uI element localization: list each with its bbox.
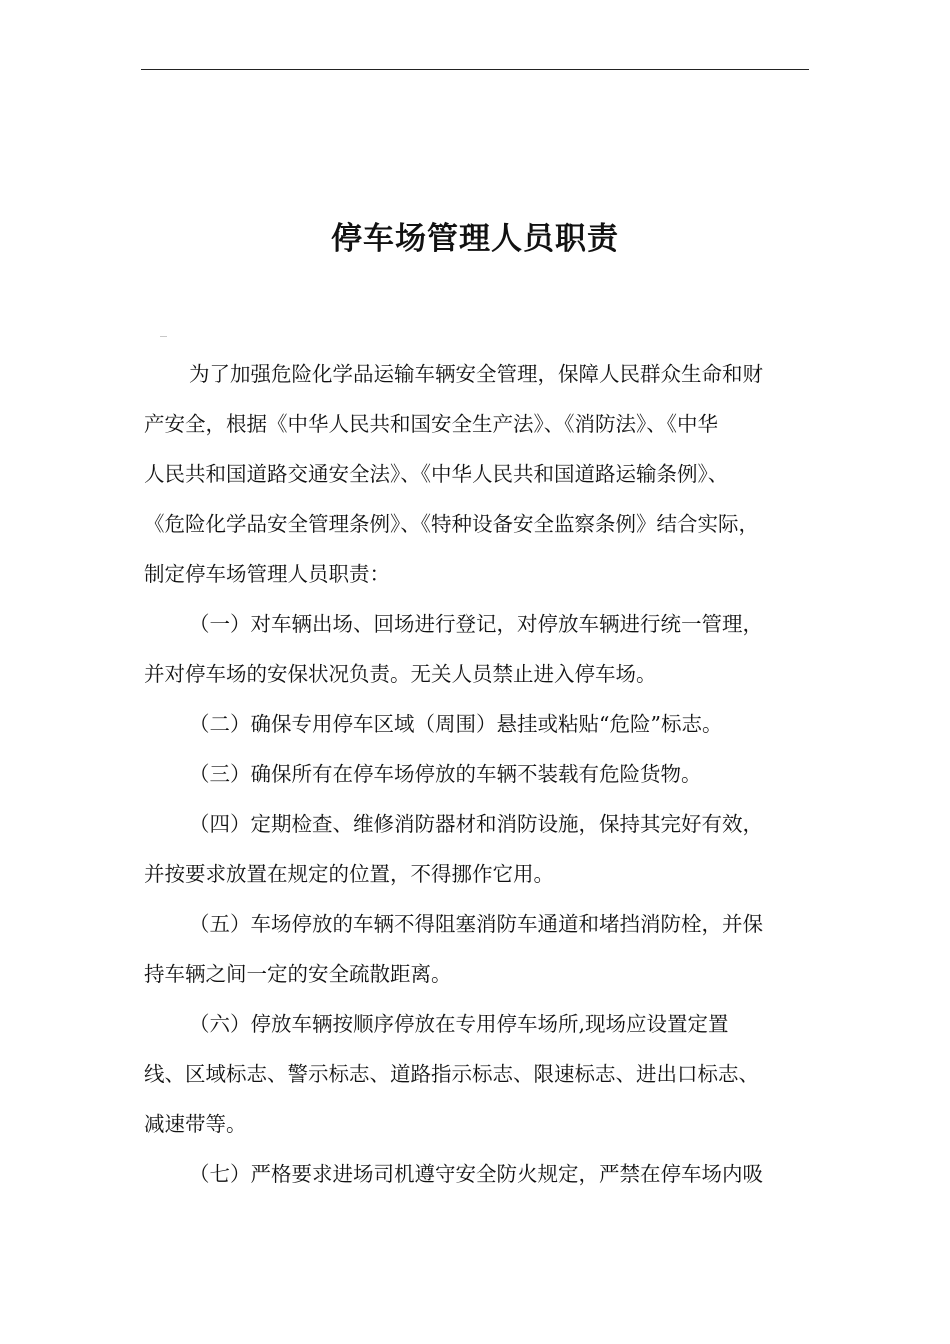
paragraph-item-6 bbox=[144, 999, 816, 1149]
paragraph-item-3 bbox=[144, 749, 816, 799]
text-line: （一）对车辆出场、回场进行登记，对停放车辆进行统一管理， bbox=[189, 612, 763, 636]
text-line: （六）停放车辆按顺序停放在专用停车场所,现场应设置定置 bbox=[189, 1012, 729, 1036]
text-line: 并对停车场的安保状况负责。无关人员禁止进入停车场。 bbox=[144, 662, 657, 686]
text-line: 为了加强危险化学品运输车辆安全管理，保障人民群众生命和财 bbox=[189, 362, 763, 386]
text-line: （二）确保专用停车区域（周围）悬挂或粘贴“危险”标志。 bbox=[189, 712, 723, 736]
document-title: 停车场管理人员职责 bbox=[331, 221, 619, 257]
document-body bbox=[144, 349, 816, 1199]
text-line: 《危险化学品安全管理条例》、《特种设备安全监察条例》结合实际， bbox=[144, 512, 759, 536]
text-line: 制定停车场管理人员职责： bbox=[144, 562, 390, 586]
text-line: 线、区域标志、警示标志、道路指示标志、限速标志、进出口标志、 bbox=[144, 1062, 759, 1086]
text-line: 持车辆之间一定的安全疏散距离。 bbox=[144, 962, 452, 986]
text-line: （三）确保所有在停车场停放的车辆不装载有危险货物。 bbox=[189, 762, 702, 786]
paragraph-item-7 bbox=[144, 1149, 816, 1199]
paragraph-intro bbox=[144, 349, 816, 599]
paragraph-item-1 bbox=[144, 599, 816, 699]
header-rule bbox=[141, 69, 809, 70]
margin-mark bbox=[160, 336, 167, 337]
text-line: （五）车场停放的车辆不得阻塞消防车通道和堵挡消防栓，并保 bbox=[189, 912, 763, 936]
text-line: （七）严格要求进场司机遵守安全防火规定，严禁在停车场内吸 bbox=[189, 1162, 763, 1186]
paragraph-item-4 bbox=[144, 799, 816, 899]
text-line: （四）定期检查、维修消防器材和消防设施，保持其完好有效， bbox=[189, 812, 763, 836]
paragraph-item-2 bbox=[144, 699, 816, 749]
text-line: 人民共和国道路交通安全法》、《中华人民共和国道路运输条例》、 bbox=[144, 462, 729, 486]
text-line: 产安全，根据《中华人民共和国安全生产法》、《消防法》、《中华 bbox=[144, 412, 718, 436]
text-line: 并按要求放置在规定的位置，不得挪作它用。 bbox=[144, 862, 554, 886]
text-line: 减速带等。 bbox=[144, 1112, 247, 1136]
paragraph-item-5 bbox=[144, 899, 816, 999]
